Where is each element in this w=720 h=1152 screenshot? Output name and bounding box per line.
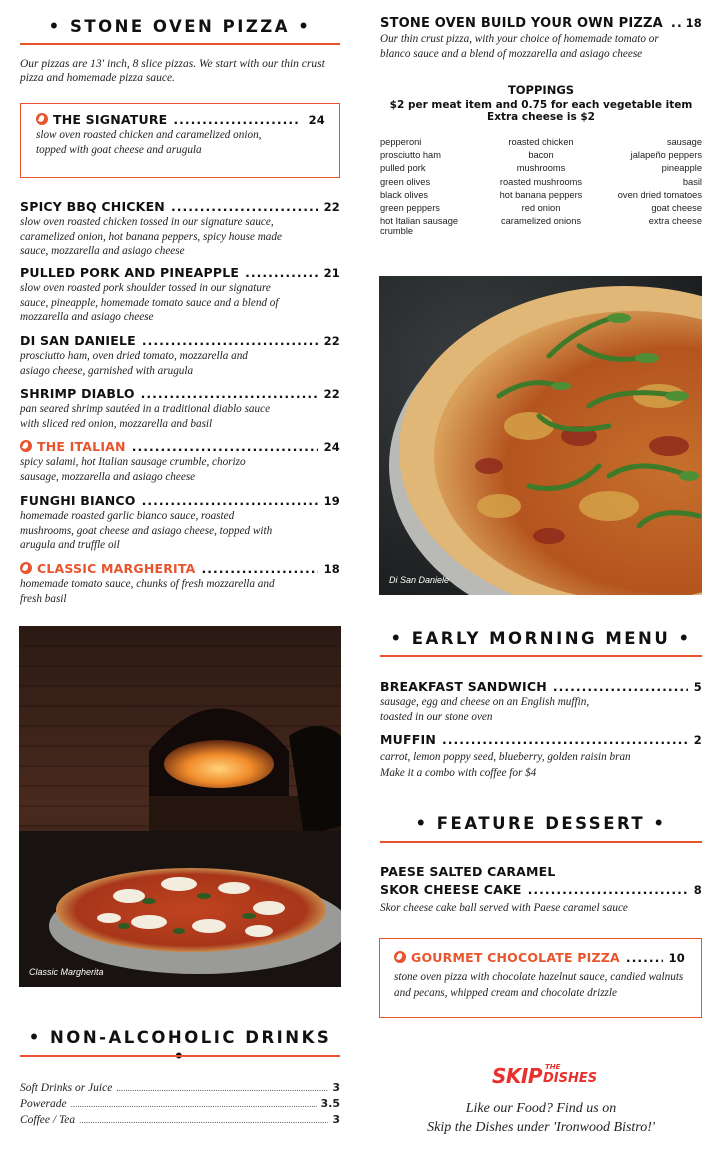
item-price: 22 [323, 200, 340, 214]
item-price: 22 [323, 334, 340, 348]
morning-rule [380, 655, 702, 657]
item-price: 10 [668, 951, 685, 965]
menu-item-spicy-bbq [20, 199, 340, 259]
menu-item-skor-cheese-cake [380, 864, 702, 916]
logo-skip: SKIP [492, 1064, 543, 1088]
topping-item: jalapeño peppers [630, 150, 702, 161]
topping-item: basil [682, 176, 702, 187]
item-price: 5 [693, 680, 702, 694]
byo-price: 18 [685, 16, 702, 30]
drink-price: 3.5 [320, 1097, 340, 1110]
dessert-rule [380, 841, 702, 843]
menu-item-shrimp-diablo [20, 386, 340, 431]
drink-name: Soft Drinks or Juice [20, 1082, 113, 1094]
leader-dots [245, 265, 317, 280]
stone-oven-rule [20, 43, 340, 45]
topping-item: roasted chicken [508, 137, 574, 147]
topping-item: prosciutto ham [380, 150, 441, 161]
menu-item-muffin [380, 732, 702, 780]
topping-item: pulled pork [380, 163, 426, 174]
leader-dots [132, 439, 318, 454]
morning-title: • EARLY MORNING MENU • [390, 629, 692, 648]
chocolate-pizza-box [379, 938, 702, 1018]
photo-caption: Classic Margherita [29, 967, 104, 977]
topping-item: goat cheese [651, 202, 702, 213]
item-desc: pan seared shrimp sautéed in a traditional diablo sauce with sliced red onion, mozzarella and basil [20, 403, 271, 430]
leader-dots [79, 1115, 328, 1125]
leader-dots [116, 1083, 328, 1093]
photo-caption: Di San Daniele [389, 575, 450, 585]
topping-item: caramelized onions [500, 216, 582, 227]
leader-dots [142, 493, 318, 508]
flame-icon [20, 562, 32, 574]
topping-item: bacon [528, 150, 554, 161]
item-price: 19 [323, 494, 340, 508]
stone-oven-intro: Our pizzas are 13' inch, 8 slice pizzas. We start with our thin crust pizza and homemade pizza sauce. [20, 58, 325, 84]
menu-item-pulled-pork [20, 265, 340, 325]
topping-item: green peppers [380, 202, 440, 213]
footer-line-2: Skip the Dishes under 'Ironwood Bistro!' [427, 1120, 655, 1135]
drinks-list [20, 1081, 340, 1126]
menu-item-di-san-daniele [20, 333, 340, 378]
topping-item: oven dried tomatoes [617, 189, 702, 200]
item-price: 18 [323, 562, 340, 576]
item-price: 8 [693, 883, 702, 897]
item-price: 2 [693, 733, 702, 747]
topping-item: sausage [666, 137, 702, 147]
leader-dots [142, 333, 318, 348]
di-san-daniele-photo-illustration [379, 276, 702, 595]
item-price: 21 [323, 266, 340, 280]
flame-icon [20, 440, 32, 452]
signature-desc: slow oven roasted chicken and caramelized onion, topped with goat cheese and arugula [36, 129, 262, 156]
leader-dots [626, 950, 663, 965]
drink-price: 3 [332, 1113, 340, 1126]
leader-dots [553, 679, 688, 694]
toppings-title: TOPPINGS [507, 83, 575, 97]
menu-item-funghi-bianco [20, 493, 340, 553]
signature-head [36, 112, 325, 127]
stone-oven-title: • STONE OVEN PIZZA • [48, 17, 312, 36]
item-desc: slow oven roasted chicken tossed in our signature sauce, caramelized onion, hot banana peppers, spicy house made sauce, mozzarella and asiago cheese [20, 216, 282, 257]
dessert-title: • FEATURE DESSERT • [415, 814, 667, 833]
toppings-grid [380, 137, 702, 236]
drink-name: Coffee / Tea [20, 1114, 76, 1126]
leader-dots [202, 561, 318, 576]
footer-text [380, 1099, 702, 1137]
leader-dots [171, 199, 318, 214]
footer-line-1: Like our Food? Find us on [465, 1101, 617, 1116]
leader-dots [71, 1099, 317, 1109]
margherita-photo-illustration [19, 626, 341, 987]
leader-dots [442, 732, 688, 747]
topping-item: pepperoni [380, 137, 422, 147]
topping-item: extra cheese [648, 216, 702, 227]
item-name: PULLED PORK AND PINEAPPLE [20, 265, 240, 280]
photo-di-san-daniele [379, 276, 702, 595]
signature-price: 24 [308, 113, 325, 127]
signature-name: THE SIGNATURE [53, 112, 168, 127]
item-name: CLASSIC MARGHERITA [37, 561, 196, 576]
signature-box [20, 103, 340, 178]
leader-dots [528, 882, 688, 897]
toppings-note-2: Extra cheese is $2 [487, 111, 595, 123]
topping-item: hot Italian sausage crumble [380, 216, 459, 237]
menu-item-classic-margherita [20, 561, 340, 606]
item-desc: stone oven pizza with chocolate hazelnut sauce, candied walnuts and pecans, whipped cream and chocolate drizzle [394, 971, 684, 999]
drink-row [20, 1081, 340, 1094]
item-name: DI SAN DANIELE [20, 333, 136, 348]
item-desc: sausage, egg and cheese on an English muffin, toasted in our stone oven [380, 696, 590, 723]
item-desc: homemade roasted garlic bianco sauce, roasted mushrooms, goat cheese and asiago cheese, topped with arugula and truffle oil [20, 510, 273, 551]
leader-dots [671, 16, 684, 31]
leader-dots [173, 112, 298, 127]
item-name-line1: PAESE SALTED CARAMEL [380, 864, 556, 879]
drinks-title: • NON-ALCOHOLIC DRINKS [28, 1028, 332, 1047]
leader-dots [141, 386, 318, 401]
item-name: FUNGHI BIANCO [20, 493, 136, 508]
logo-dishes: DISHES [543, 1071, 598, 1086]
topping-item: red onion [521, 202, 561, 213]
item-desc: Skor cheese cake ball served with Paese caramel sauce [380, 902, 628, 914]
item-name: SHRIMP DIABLO [20, 386, 135, 401]
drink-name: Powerade [20, 1098, 67, 1110]
item-name: GOURMET CHOCOLATE PIZZA [411, 950, 620, 965]
item-desc: spicy salami, hot Italian sausage crumble, chorizo sausage, mozzarella and asiago cheese [20, 456, 246, 483]
item-price: 24 [323, 440, 340, 454]
skip-the-dishes-logo [492, 1062, 602, 1090]
item-desc: homemade tomato sauce, chunks of fresh mozzarella and fresh basil [20, 578, 275, 605]
item-desc: slow oven roasted pork shoulder tossed in our signature sauce, pineapple, homemade tomato sauce and a blend of mozzarella and asiago cheese [20, 282, 279, 323]
photo-classic-margherita [19, 626, 341, 987]
menu-item-the-italian [20, 439, 340, 484]
item-name-line2: SKOR CHEESE CAKE [380, 882, 522, 897]
byo-title: STONE OVEN BUILD YOUR OWN PIZZA [380, 16, 663, 31]
flame-icon [394, 951, 406, 963]
logo-the: THE [545, 1063, 561, 1071]
item-name: SPICY BBQ CHICKEN [20, 199, 165, 214]
topping-item: pineapple [661, 163, 702, 174]
item-name: MUFFIN [380, 732, 436, 747]
topping-item: mushrooms [516, 163, 566, 174]
menu-item-breakfast-sandwich [380, 679, 702, 724]
drink-row [20, 1113, 340, 1126]
drinks-rule [20, 1055, 340, 1057]
chocolate-pizza-head [394, 950, 685, 965]
topping-item: hot banana peppers [499, 189, 583, 200]
item-desc-combo: Make it a combo with coffee for $4 [380, 766, 537, 779]
item-name: THE ITALIAN [37, 439, 126, 454]
drink-price: 3 [332, 1081, 340, 1094]
drink-row [20, 1097, 340, 1110]
flame-icon [36, 113, 48, 125]
topping-item: green olives [380, 176, 431, 187]
byo-section [380, 16, 702, 61]
byo-desc: Our thin crust pizza, with your choice of homemade tomato or blanco sauce and a blend of mozzarella and asiago cheese [380, 33, 659, 60]
item-name: BREAKFAST SANDWICH [380, 679, 547, 694]
toppings-header [380, 84, 702, 123]
toppings-note-1: $2 per meat item and 0.75 for each vegetable item [389, 99, 693, 111]
item-price: 22 [323, 387, 340, 401]
item-desc: carrot, lemon poppy seed, blueberry, golden raisin bran [380, 751, 631, 763]
item-desc: prosciutto ham, oven dried tomato, mozzarella and asiago cheese, garnished with arugula [20, 350, 248, 377]
topping-item: roasted mushrooms [499, 176, 583, 187]
topping-item: black olives [380, 189, 429, 200]
